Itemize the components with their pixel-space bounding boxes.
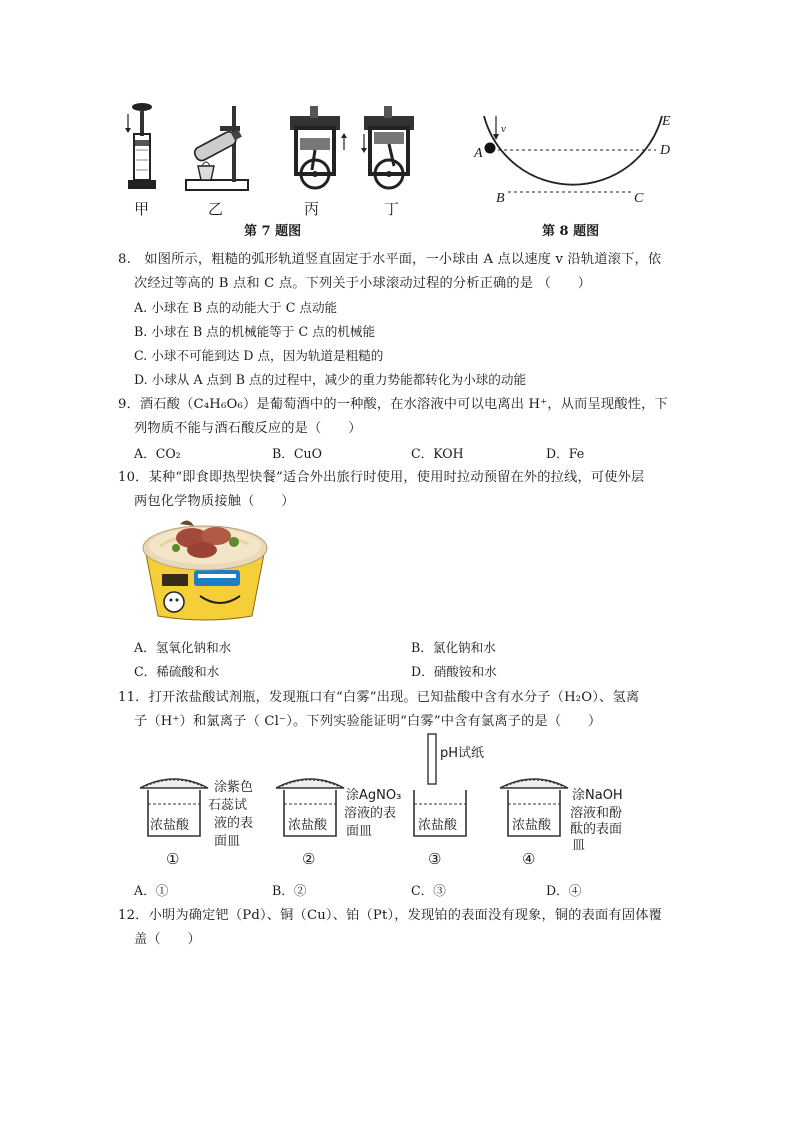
q12-stem-line2: 盖（ ）: [134, 932, 201, 947]
q11-setup2-label-line3: 面皿: [346, 824, 373, 839]
fig8-point-e: E: [662, 114, 671, 129]
q11-setup4-beaker-label: 浓盐酸: [512, 818, 552, 833]
q11-stem-line1: 11．打开浓盐酸试剂瓶，发现瓶口有“白雾”出现。已知盐酸中含有水分子（H₂O）、氢离: [118, 690, 640, 705]
q11-setup3-beaker-label: 浓盐酸: [418, 818, 458, 833]
q11-setup1-label-line3: 液的表: [214, 816, 254, 831]
fig8-point-b: B: [496, 191, 505, 206]
q9-stem-line1: 9．酒石酸（C₄H₆O₆）是葡萄酒中的一种酸，在水溶液中可以电离出 H⁺，从而呈现酸性，下: [118, 397, 668, 412]
fig8-caption: 第 8 题图: [542, 224, 600, 239]
fig7-label-yi: 乙: [208, 200, 224, 218]
fig7-caption: 第 7 题图: [244, 224, 302, 239]
q8-option-b[interactable]: B. 小球在 B 点的机械能等于 C 点的机械能: [134, 324, 376, 339]
q11-setup1-beaker-label: 浓盐酸: [150, 818, 190, 833]
q8-stem-line2: 次经过等高的 B 点和 C 点。下列关于小球滚动过程的分析正确的是 （ ）: [134, 276, 592, 291]
q11-setup1-label-line1: 涂紫色: [214, 780, 254, 795]
q11-setup4-label-line3: 酞的表面: [570, 822, 623, 837]
q11-setup2-label-line2: 溶液的表: [344, 806, 397, 821]
q11-setup1-label-line2: 石蕊试: [208, 798, 248, 813]
fig8-point-c: C: [634, 191, 644, 206]
q8-option-d[interactable]: D. 小球从 A 点到 B 点的过程中，减少的重力势能都转化为小球的动能: [134, 372, 527, 387]
self-heating-meal-photo: [140, 512, 270, 624]
q9-stem-line2: 列物质不能与酒石酸反应的是（ ）: [134, 421, 362, 436]
q11-setup3-number: ③: [428, 850, 442, 868]
q11-setup4-label-line4: 皿: [572, 838, 586, 853]
fig8-point-d: D: [660, 143, 671, 158]
q11-option-b[interactable]: B．②: [272, 883, 307, 898]
q8-stem-line1: 8. 如图所示，粗糙的弧形轨道竖直固定于水平面，一小球由 A 点以速度 v 沿轨道滚下，依: [118, 252, 662, 267]
q11-setup2-number: ②: [302, 850, 316, 868]
q9-option-b[interactable]: B．CuO: [272, 446, 322, 461]
q10-stem-line2: 两包化学物质接触（ ）: [134, 494, 295, 509]
q11-ph-paper-label: pH试纸: [440, 746, 485, 761]
fig8-velocity-label: v: [501, 123, 506, 135]
fig7-jia-illustration: [122, 100, 162, 192]
fig7-label-bing: 丙: [304, 200, 320, 218]
q9-option-a[interactable]: A．CO₂: [134, 446, 181, 461]
q11-option-c[interactable]: C．③: [411, 883, 446, 898]
q11-stem-line2: 子（H⁺）和氯离子（ Cl⁻）。下列实验能证明“白雾”中含有氯离子的是（ ）: [134, 714, 602, 729]
q10-option-d[interactable]: D．硝酸铵和水: [411, 664, 497, 679]
q11-setup2-label-line1: 涂AgNO₃: [346, 788, 402, 803]
fig7-yi-illustration: [184, 100, 254, 192]
q11-setup4-label-line1: 涂NaOH: [572, 788, 623, 803]
fig7-ding-illustration: [360, 100, 424, 192]
q8-option-a[interactable]: A. 小球在 B 点的动能大于 C 点动能: [134, 300, 338, 315]
fig7-label-ding: 丁: [384, 200, 400, 218]
q10-option-c[interactable]: C．稀硫酸和水: [134, 664, 220, 679]
fig7-label-jia: 甲: [134, 200, 150, 218]
q11-setup4-label-line2: 溶液和酚: [570, 806, 623, 821]
q11-setup4-number: ④: [522, 850, 536, 868]
fig7-bing-illustration: [286, 100, 350, 192]
q11-setup1-number: ①: [166, 850, 180, 868]
q10-option-a[interactable]: A．氢氧化钠和水: [134, 640, 232, 655]
q11-option-a[interactable]: A．①: [134, 883, 169, 898]
q11-setup2-beaker-label: 浓盐酸: [288, 818, 328, 833]
q12-stem-line1: 12．小明为确定钯（Pd）、铜（Cu）、铂（Pt），发现铂的表面没有现象，铜的表面有固体覆: [118, 908, 662, 923]
q10-option-b[interactable]: B．氯化钠和水: [411, 640, 496, 655]
q10-stem-line1: 10．某种“即食即热型快餐”适合外出旅行时使用，使用时拉动预留在外的拉线，可使外层: [118, 470, 645, 485]
q8-option-c[interactable]: C. 小球不可能到达 D 点，因为轨道是粗糙的: [134, 348, 384, 363]
q11-setup1-label-line4: 面皿: [214, 834, 241, 849]
q11-option-d[interactable]: D．④: [546, 883, 582, 898]
q9-option-d[interactable]: D．Fe: [546, 446, 585, 461]
fig8-point-a: A: [474, 146, 483, 161]
q9-option-c[interactable]: C．KOH: [411, 446, 464, 461]
